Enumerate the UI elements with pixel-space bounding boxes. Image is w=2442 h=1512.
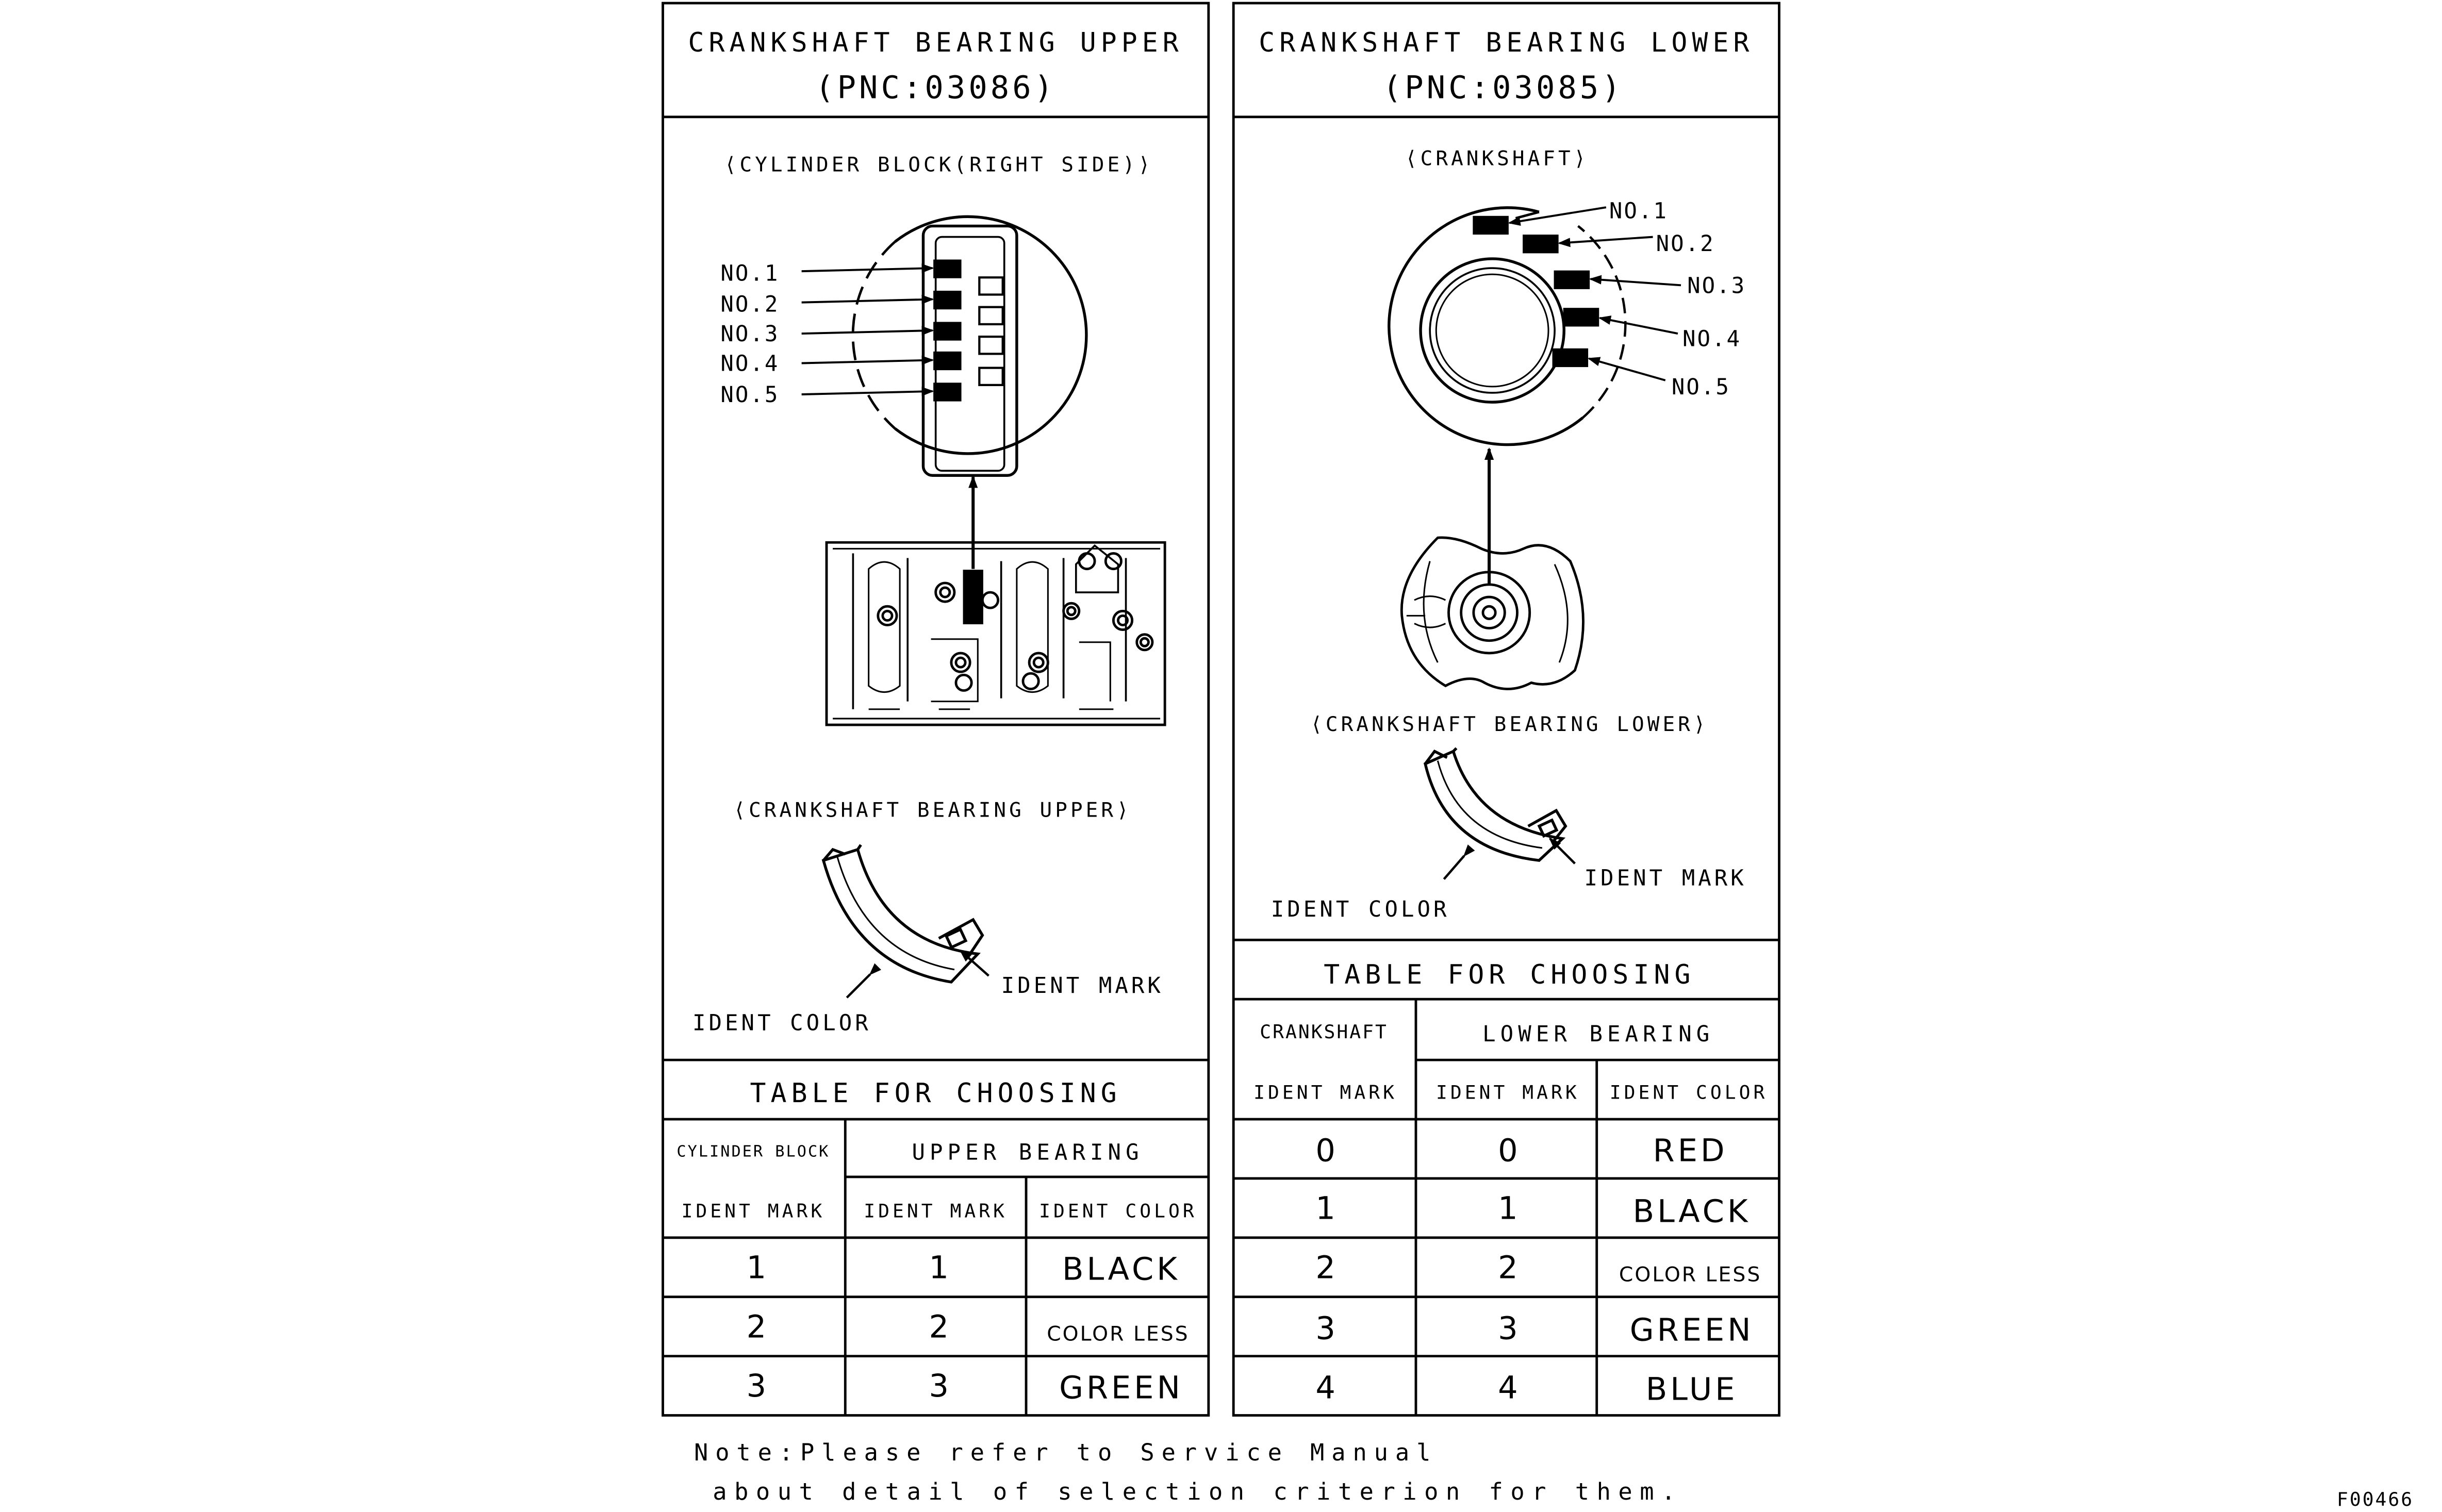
upper-title: CRANKSHAFT BEARING UPPER xyxy=(688,27,1183,58)
lower-pnc: (PNC:03085) xyxy=(1382,70,1624,106)
lower-mark-5 xyxy=(1553,349,1588,366)
lower-pos-label: NO.3 xyxy=(1687,273,1746,298)
table-row xyxy=(1315,1310,1754,1348)
upper-view-label: ⟨CYLINDER BLOCK(RIGHT SIDE)⟩ xyxy=(724,153,1153,177)
lower-pos-label: NO.5 xyxy=(1671,374,1730,400)
svg-text:2: 2 xyxy=(929,1309,949,1345)
upper-table-col1-line1: CYLINDER BLOCK xyxy=(676,1142,830,1161)
upper-mark-5 xyxy=(934,384,961,401)
lower-mark-1 xyxy=(1474,217,1508,234)
svg-text:4: 4 xyxy=(1498,1370,1518,1406)
svg-text:1: 1 xyxy=(929,1250,949,1286)
table-row xyxy=(747,1368,1183,1406)
svg-text:RED: RED xyxy=(1653,1133,1728,1169)
lower-table-title: TABLE FOR CHOOSING xyxy=(1324,959,1695,990)
upper-table-sub2: IDENT COLOR xyxy=(1039,1200,1197,1222)
upper-mark-3 xyxy=(934,323,961,340)
svg-text:BLUE: BLUE xyxy=(1645,1371,1738,1408)
lower-ident-color-label: IDENT COLOR xyxy=(1270,896,1450,922)
upper-pos-label: NO.3 xyxy=(720,321,780,347)
upper-table-group2: UPPER BEARING xyxy=(912,1139,1144,1165)
table-row xyxy=(1315,1133,1727,1169)
upper-table-title: TABLE FOR CHOOSING xyxy=(750,1077,1121,1109)
figure-id: F00466 xyxy=(2336,1488,2414,1510)
lower-pos-label: NO.2 xyxy=(1656,230,1715,256)
svg-text:2: 2 xyxy=(746,1309,767,1345)
table-row xyxy=(1315,1250,1761,1286)
svg-text:2: 2 xyxy=(1315,1250,1335,1286)
upper-position-labels xyxy=(720,260,932,407)
lower-ident-mark-label: IDENT MARK xyxy=(1584,865,1747,891)
lower-table-col1-line1: CRANKSHAFT xyxy=(1260,1020,1388,1043)
lower-mark-3 xyxy=(1555,271,1589,288)
upper-ident-color-label: IDENT COLOR xyxy=(692,1010,871,1036)
lower-view-label: ⟨CRANKSHAFT⟩ xyxy=(1405,147,1589,171)
svg-text:3: 3 xyxy=(929,1368,949,1405)
upper-table-sub1: IDENT MARK xyxy=(864,1200,1008,1222)
upper-ident-mark-label: IDENT MARK xyxy=(1001,973,1164,999)
svg-text:GREEN: GREEN xyxy=(1629,1312,1754,1349)
lower-bearing-label: ⟨CRANKSHAFT BEARING LOWER⟩ xyxy=(1310,713,1709,737)
lower-position-labels xyxy=(1509,198,1746,400)
cylinder-block-drawing xyxy=(827,542,1165,725)
svg-text:1: 1 xyxy=(1315,1190,1335,1227)
upper-pos-label: NO.2 xyxy=(720,291,780,317)
lower-pos-label: NO.4 xyxy=(1682,326,1742,352)
svg-text:4: 4 xyxy=(1315,1370,1335,1406)
svg-text:3: 3 xyxy=(1315,1310,1335,1347)
lower-mark-2 xyxy=(1524,236,1558,253)
upper-mark-2 xyxy=(934,291,961,308)
lower-bearing-shell xyxy=(1425,748,1565,860)
svg-text:GREEN: GREEN xyxy=(1059,1370,1183,1406)
svg-text:0: 0 xyxy=(1498,1133,1518,1169)
table-row xyxy=(747,1309,1190,1345)
lower-mark-4 xyxy=(1564,309,1598,326)
table-row xyxy=(1315,1191,1751,1230)
svg-text:BLACK: BLACK xyxy=(1632,1193,1751,1230)
svg-text:2: 2 xyxy=(1498,1250,1518,1286)
upper-mark-4 xyxy=(934,352,961,369)
svg-text:COLOR LESS: COLOR LESS xyxy=(1047,1322,1190,1346)
footnote-line2: about detail of selection criterion for them. xyxy=(713,1477,1683,1505)
upper-pos-label: NO.4 xyxy=(720,351,780,376)
svg-text:1: 1 xyxy=(1498,1190,1518,1227)
lower-table-sub1: IDENT MARK xyxy=(1436,1081,1580,1104)
upper-mark-1 xyxy=(934,260,961,277)
svg-text:COLOR LESS: COLOR LESS xyxy=(1619,1263,1762,1287)
upper-bearing-label: ⟨CRANKSHAFT BEARING UPPER⟩ xyxy=(733,799,1132,822)
upper-pos-label: NO.5 xyxy=(720,382,780,408)
svg-text:0: 0 xyxy=(1315,1133,1335,1169)
upper-pos-label: NO.1 xyxy=(720,260,780,286)
svg-text:3: 3 xyxy=(1498,1310,1518,1347)
lower-table-sub2: IDENT COLOR xyxy=(1609,1081,1768,1104)
upper-selection-table xyxy=(663,1060,1209,1415)
svg-text:3: 3 xyxy=(746,1368,767,1405)
lower-pos-label: NO.1 xyxy=(1609,198,1668,224)
table-row xyxy=(1315,1370,1738,1407)
svg-text:BLACK: BLACK xyxy=(1062,1251,1180,1288)
table-row xyxy=(747,1250,1180,1287)
upper-mark-location xyxy=(964,571,982,624)
lower-bearing-panel xyxy=(1233,3,1779,1415)
magnified-detail xyxy=(853,217,1086,475)
upper-bearing-panel xyxy=(663,3,1209,1415)
lower-table-col1-line2: IDENT MARK xyxy=(1253,1081,1397,1104)
lower-selection-table xyxy=(1233,940,1779,1415)
lower-table-group2: LOWER BEARING xyxy=(1482,1021,1714,1046)
footnote-line1: Note:Please refer to Service Manual xyxy=(694,1439,1438,1467)
upper-table-col1-line2: IDENT MARK xyxy=(681,1200,826,1222)
upper-bearing-shell xyxy=(823,845,982,982)
crankshaft-drawing xyxy=(1401,538,1583,689)
svg-text:1: 1 xyxy=(746,1250,767,1286)
lower-title: CRANKSHAFT BEARING LOWER xyxy=(1259,27,1754,58)
upper-pnc: (PNC:03086) xyxy=(815,70,1057,106)
